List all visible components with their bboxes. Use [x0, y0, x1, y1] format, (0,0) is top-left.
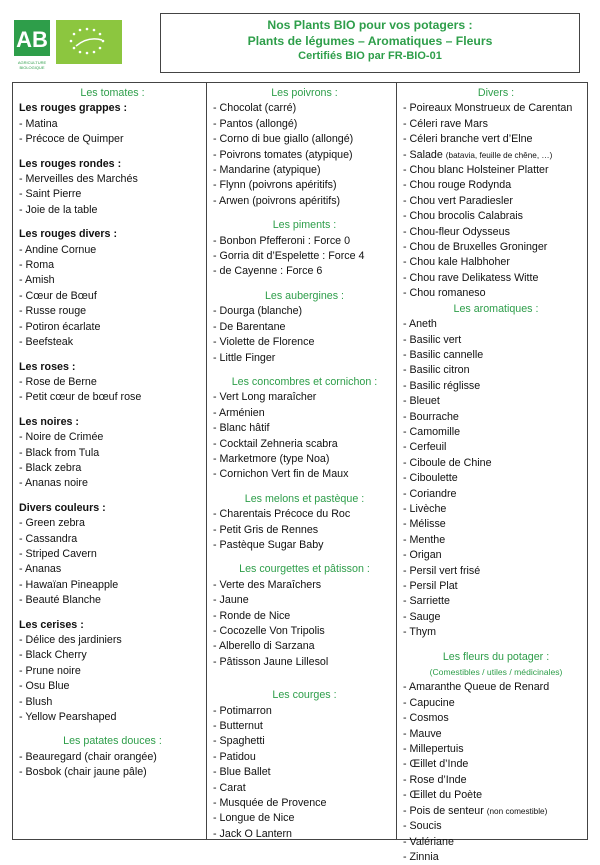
list-item	[403, 148, 589, 163]
list-item: - Œillet du Poète	[403, 789, 483, 802]
item-list	[213, 304, 396, 366]
list-item: - Beauregard (chair orangée)	[19, 750, 157, 763]
list-item: - Pantos (allongé)	[213, 117, 298, 130]
list-item: - Jack O Lantern	[213, 827, 293, 840]
list-item: - Yellow Pearshaped	[19, 711, 117, 724]
list-item: - Cœur de Bœuf	[19, 289, 97, 302]
list-item: - Marketmore (type Noa)	[213, 452, 330, 465]
list-item: - Chou de Bruxelles Groninger	[403, 241, 548, 254]
list-item: - Butternut	[213, 720, 263, 733]
list-item: - Cocktail Zehneria scabra	[213, 437, 338, 450]
list-item: - Céleri rave Mars	[403, 117, 488, 130]
list-item: - Cosmos	[403, 712, 449, 725]
item-list	[403, 317, 589, 641]
list-item: - Chou romaneso	[403, 287, 486, 300]
list-item: - Flynn (poivrons apéritifs)	[213, 179, 337, 192]
item-list	[213, 390, 396, 482]
category-divers: Divers :	[477, 87, 515, 99]
category-melons: Les melons et pastèque :	[244, 492, 365, 505]
eu-organic-logo	[56, 20, 122, 64]
item-list	[403, 101, 589, 147]
list-item: - Prune noire	[19, 664, 81, 677]
svg-text:BIOLOGIQUE: BIOLOGIQUE	[19, 65, 45, 70]
list-item: - Cocozelle Von Tripolis	[213, 625, 325, 637]
list-item: - Blanc hâtif	[213, 422, 270, 435]
list-item: - de Cayenne : Force 6	[213, 265, 323, 278]
item-list	[213, 704, 396, 843]
list-item: - Longue de Nice	[213, 812, 295, 825]
list-item: - Persil Plat	[403, 580, 458, 592]
list-item: - Basilic citron	[403, 364, 470, 377]
subtitle: Les rouges rondes :	[19, 157, 122, 170]
item-list	[19, 375, 206, 406]
list-item: - Osu Blue	[19, 680, 70, 693]
list-item: - Hawaïan Pineapple	[19, 578, 119, 591]
list-item: - Beefsteak	[19, 336, 74, 349]
list-item: - Chou kale Halbhoher	[403, 256, 510, 269]
list-item: - Zinnia	[403, 850, 439, 863]
ab-logo	[14, 20, 50, 70]
list-item: - Gorria dit d’Espelette : Force 4	[213, 250, 365, 263]
list-item: - Chou rouge Rodynda	[403, 179, 512, 192]
list-item: - Russe rouge	[19, 305, 87, 318]
list-item: - Bonbon Pfefferoni : Force 0	[213, 234, 351, 247]
list-item: - Bourrache	[403, 410, 459, 423]
salade-label: - Salade	[403, 148, 443, 161]
list-item: - Thym	[403, 626, 437, 639]
item-list	[213, 101, 396, 209]
list-item: - Chocolat (carré)	[213, 102, 297, 115]
list-item: - Roma	[19, 259, 55, 272]
list-item: - Basilic vert	[403, 333, 462, 346]
category-tomates: Les tomates :	[80, 87, 145, 99]
list-item: - Spaghetti	[213, 735, 265, 748]
list-item: - Chou-fleur Odysseus	[403, 225, 510, 238]
pois-note: (non comestible)	[486, 806, 548, 816]
list-item: - Chou brocolis Calabrais	[403, 210, 523, 223]
item-list	[19, 750, 206, 781]
list-item: - Sarriette	[403, 595, 450, 608]
list-item: - Arwen (poivrons apéritifs)	[213, 194, 341, 207]
list-item: - Noire de Crimée	[19, 431, 104, 444]
category-concombres: Les concombres et cornichon :	[231, 375, 378, 388]
item-list	[19, 516, 206, 608]
list-item: - Chou rave Delikatess Witte	[403, 271, 539, 284]
header-box	[160, 13, 580, 73]
list-item: - Valériane	[403, 835, 454, 848]
list-item: - Black Cherry	[19, 649, 87, 662]
category-aubergines: Les aubergines :	[264, 289, 345, 302]
list-item: - Potiron écarlate	[19, 320, 101, 333]
column-divers	[397, 83, 589, 863]
category-poivrons: Les poivrons :	[271, 87, 338, 99]
item-list	[403, 163, 589, 302]
subtitle: Les rouges grappes :	[19, 102, 128, 115]
list-item: - Pâtisson Jaune Lillesol	[213, 655, 329, 668]
column-legumes	[207, 83, 397, 839]
list-item: - Violette de Florence	[213, 336, 315, 349]
header-line3: Certifiés BIO par FR-BIO-01	[298, 50, 442, 62]
list-item: - Carat	[213, 781, 246, 794]
category-aromatiques: Les aromatiques :	[453, 302, 539, 315]
list-item: - Joie de la table	[19, 203, 98, 216]
item-list	[19, 430, 206, 492]
list-item: - Bleuet	[403, 395, 440, 408]
list-item: - Mandarine (atypique)	[213, 164, 321, 177]
list-item: - Ananas noire	[19, 477, 88, 490]
subtitle: Les noires :	[19, 415, 79, 428]
category-fleurs: Les fleurs du potager :	[442, 650, 550, 663]
list-item: - Persil vert frisé	[403, 564, 481, 577]
subtitle: Les cerises :	[19, 618, 84, 631]
list-item: - Saint Pierre	[19, 188, 82, 201]
list-item: - Poireaux Monstrueux de Carentan	[403, 102, 573, 115]
list-item: - De Barentane	[213, 320, 286, 333]
svg-text:AGRICULTURE: AGRICULTURE	[17, 60, 47, 65]
list-item: - Cornichon Vert fin de Maux	[213, 468, 349, 481]
list-item: - Capucine	[403, 696, 455, 709]
item-list	[213, 234, 396, 280]
list-item: - Striped Cavern	[19, 547, 97, 560]
list-item: - Blush	[19, 695, 53, 708]
list-item: - Green zebra	[19, 517, 85, 530]
category-patates-douces: Les patates douces :	[63, 735, 162, 748]
list-item: - Ciboulette	[403, 472, 458, 485]
list-item: - Coriandre	[403, 487, 457, 500]
list-item: - Chou blanc Holsteiner Platter	[403, 164, 549, 177]
list-item: - Poivrons tomates (atypique)	[213, 148, 353, 161]
list-item: - Sauge	[403, 610, 441, 623]
list-item: - Petit Gris de Rennes	[213, 523, 319, 536]
list-item: - Origan	[403, 549, 442, 562]
list-item: - Arménien	[213, 406, 265, 419]
category-piments: Les piments :	[272, 219, 337, 232]
list-item: - Soucis	[403, 820, 442, 833]
item-list	[213, 507, 396, 553]
list-item: - Dourga (blanche)	[213, 305, 303, 318]
list-item: - Mauve	[403, 727, 442, 740]
list-item: - Ciboule de Chine	[403, 456, 492, 469]
list-item: - Black from Tula	[19, 446, 100, 459]
header-line1: Nos Plants BIO pour vos potagers :	[267, 18, 473, 32]
fleurs-subtitle: (Comestibles / utiles / médicinales)	[429, 667, 563, 678]
list-item: - Blue Ballet	[213, 766, 271, 779]
list-item: - Charentais Précoce du Roc	[213, 508, 351, 521]
item-list	[19, 172, 206, 218]
list-item: - Délice des jardiniers	[19, 634, 122, 646]
subtitle: Divers couleurs :	[19, 501, 106, 514]
list-item: - Vert Long maraîcher	[213, 391, 317, 404]
list-item: - Cerfeuil	[403, 441, 447, 454]
list-item: - Matina	[19, 117, 58, 130]
list-item: - Patidou	[213, 750, 256, 763]
list-item: - Ananas	[19, 563, 62, 576]
list-item: - Bosbok (chair jaune pâle)	[19, 766, 147, 779]
list-item: - Ronde de Nice	[213, 609, 291, 622]
list-item: - Menthe	[403, 533, 446, 546]
list-item: - Aneth	[403, 318, 437, 331]
list-item: - Petit cœur de bœuf rose	[19, 391, 142, 404]
list-item: - Rose de Berne	[19, 375, 97, 388]
subtitle: Les roses :	[19, 360, 76, 373]
list-item: - Amish	[19, 274, 55, 287]
list-item: - Œillet d’Inde	[403, 758, 469, 771]
list-item: - Andine Cornue	[19, 243, 97, 256]
category-courges: Les courges :	[272, 689, 337, 702]
list-item: - Camomille	[403, 425, 461, 438]
list-item: - Musquée de Provence	[213, 797, 327, 810]
list-item: - Rose d’Inde	[403, 773, 467, 786]
list-item: - Céleri branche vert d’Elne	[403, 133, 533, 146]
list-item: - Basilic cannelle	[403, 348, 484, 361]
list-item: - Mélisse	[403, 518, 446, 531]
item-list	[19, 117, 206, 148]
list-item: - Verte des Maraîchers	[213, 578, 322, 591]
list-item: - Pastèque Sugar Baby	[213, 538, 324, 551]
list-item: - Merveilles des Marchés	[19, 173, 138, 186]
list-item: - Livèche	[403, 502, 447, 515]
plants-table	[12, 82, 588, 863]
list-item: - Beauté Blanche	[19, 594, 101, 607]
list-item: - Millepertuis	[403, 743, 464, 756]
category-courgettes: Les courgettes et pâtisson :	[239, 563, 370, 576]
list-item: - Basilic réglisse	[403, 379, 481, 392]
svg-text:AB: AB	[16, 27, 48, 52]
item-list	[19, 243, 206, 351]
list-item: - Précoce de Quimper	[19, 133, 124, 146]
list-item: - Black zebra	[19, 461, 82, 474]
list-item: - Alberello di Sarzana	[213, 640, 315, 653]
list-item: - Little Finger	[213, 351, 276, 364]
list-item: - Amaranthe Queue de Renard	[403, 681, 550, 694]
column-tomates	[13, 83, 207, 839]
header-line2: Plants de légumes – Aromatiques – Fleurs	[247, 33, 493, 48]
salade-note: (batavia, feuille de chêne, …)	[445, 150, 553, 160]
pois-label: - Pois de senteur	[403, 804, 484, 817]
list-item: - Potimarron	[213, 704, 272, 717]
item-list	[403, 680, 589, 803]
subtitle: Les rouges divers :	[19, 228, 118, 241]
list-item: - Chou vert Paradiesler	[403, 194, 513, 207]
item-list	[213, 578, 396, 670]
list-item: - Cassandra	[19, 532, 78, 545]
list-item	[403, 804, 589, 819]
item-list	[19, 633, 206, 725]
item-list	[403, 819, 589, 865]
list-item: - Jaune	[213, 594, 249, 607]
list-item: - Corno di bue giallo (allongé)	[213, 133, 354, 146]
